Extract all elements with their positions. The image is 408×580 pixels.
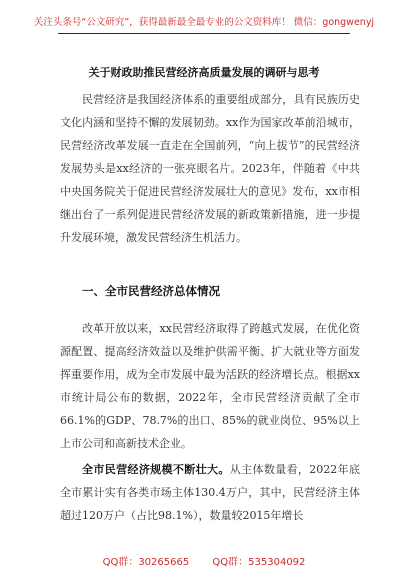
- header-divider: [58, 33, 350, 34]
- document-title: 关于财政助推民营经济高质量发展的调研与思考: [88, 66, 320, 79]
- footer-bar: [0, 553, 408, 568]
- header-banner: 关注头条号“公文研究”，获得最新最全最专业的公文资料库！ 微信：gongwenyj: [33, 17, 375, 28]
- paragraph-scale-body: 从主体数量看，2022年底全市累计实有各类市场主体130.4万户，其中，民营经济主体超过120万户（占比98.1%），数量较2015年增长: [60, 463, 361, 522]
- paragraph-scale-lead: 全市民营经济规模不断壮大。: [82, 463, 230, 476]
- paragraph-overview: 改革开放以来，xx民营经济取得了跨越式发展，在优化资源配置、提高经济效益以及维护供需平衡、扩大就业等方面发挥重要作用，成为全市发展中最为活跃的经济增长点。根据xx市统计局公布的数据，2022年，全市民营经济贡献了全市66.1%的GDP、78.7%的出口、85%的就业岗位、95%以上上市公司和高新技术企业。: [60, 322, 360, 450]
- footer-qq-group-1: QQ群：30265665: [102, 557, 190, 568]
- paragraph-scale: [60, 458, 360, 527]
- footer-qq-group-2: QQ群：535304092: [212, 557, 306, 568]
- section-heading: 一、全市民营经济总体情况: [82, 284, 220, 298]
- paragraph-intro: 民营经济是我国经济体系的重要组成部分，具有民族历史文化内涵和坚持不懈的发展韧劲。xx作为国家改革前沿城市，民营经济改革发展一直走在全国前列，“向上拔节”的民营经济发展势头是xx经济的一张亮眼名片。2023年，伴随着《中共中央国务院关于促进民营经济发展壮大的意见》发布，xx市相继出台了一系列促进民营经济发展的新政策新措施，进一步提升发展环境，激发民营经济生机活力。: [60, 93, 360, 244]
